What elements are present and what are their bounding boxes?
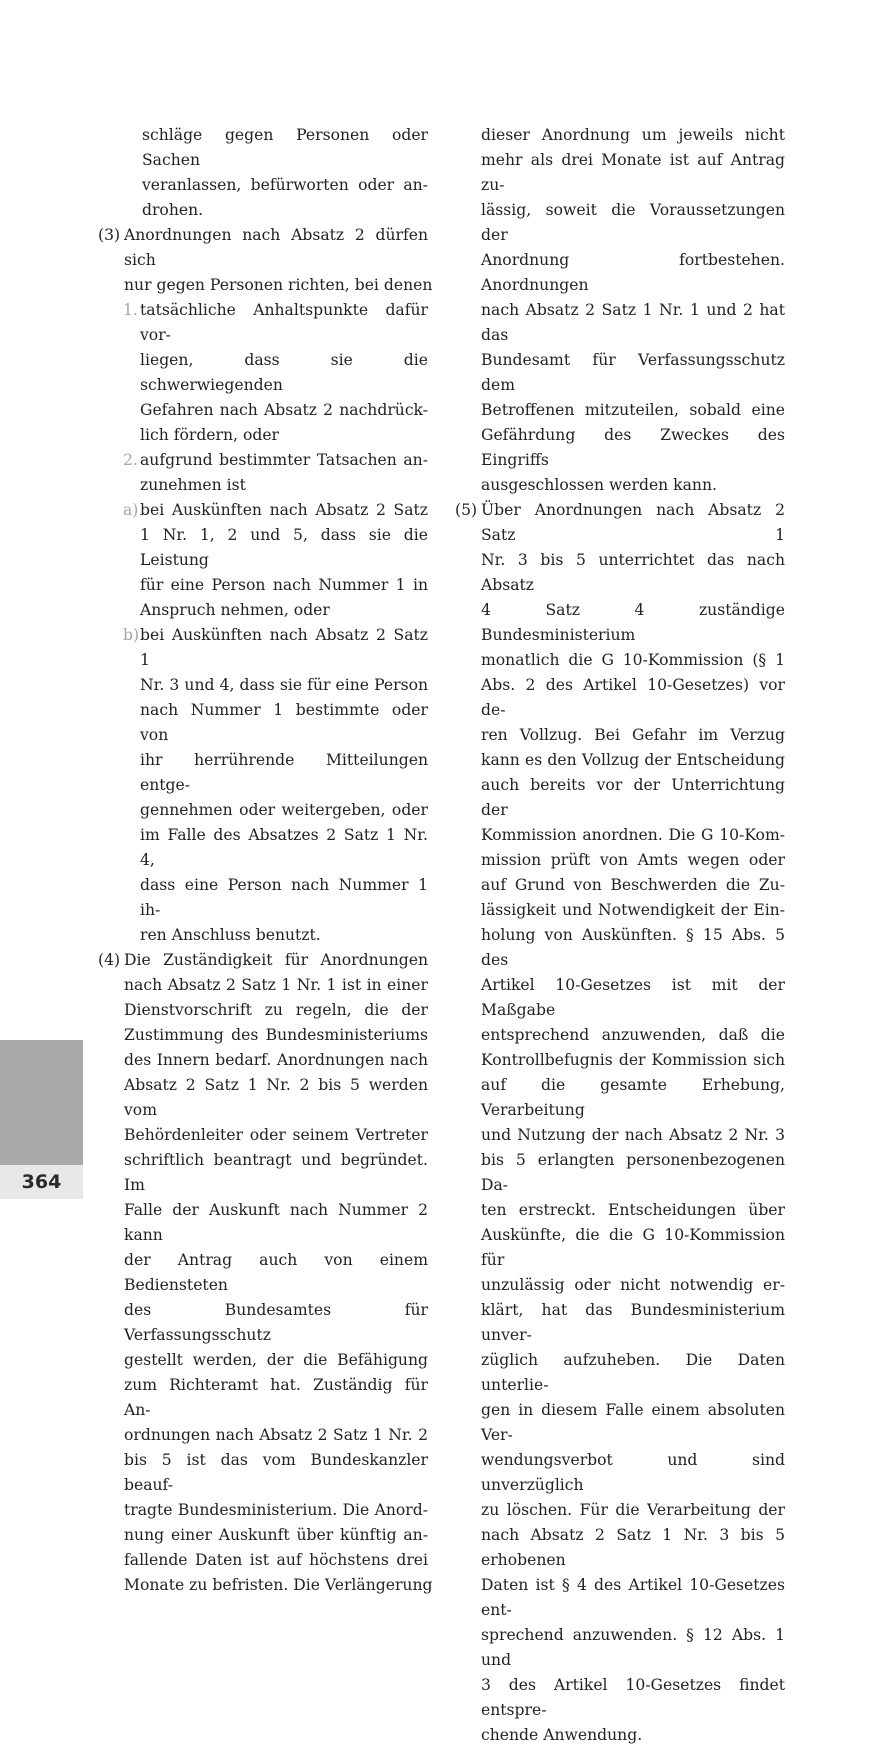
text-line: veranlassen, befürworten oder an- [142, 176, 428, 194]
text-line: wendungsverbot und sind unverzüglich [481, 1451, 785, 1494]
list-item-1-marker: 1. [123, 301, 138, 319]
list-item-2 [98, 448, 428, 498]
text-line: kann es den Vollzug der Entscheidung [481, 751, 785, 769]
text-line: monatlich die G 10-Kommission (§ 1 [481, 651, 785, 669]
text-line: aufgrund bestimmter Tatsachen an- [140, 451, 428, 469]
paragraph-4-text [124, 948, 433, 1598]
text-line: Bundesamt für Verfassungsschutz dem [481, 351, 785, 394]
list-item-b-marker: b) [123, 626, 140, 644]
continuation-paragraph-left [98, 123, 428, 223]
text-line: bei Auskünften nach Absatz 2 Satz [140, 501, 428, 519]
text-line: Kommission anordnen. Die G 10-Kom- [481, 826, 785, 844]
text-line: Auskünfte, die die G 10-Kommission für [481, 1226, 785, 1269]
text-line: ordnungen nach Absatz 2 Satz 1 Nr. 2 [124, 1426, 428, 1444]
text-line: zum Richteramt hat. Zuständig für An- [124, 1376, 428, 1419]
text-line: Absatz 2 Satz 1 Nr. 2 bis 5 werden vom [124, 1076, 428, 1119]
text-line: auf die gesamte Erhebung, Verarbeitung [481, 1076, 785, 1119]
text-line: tatsächliche Anhaltspunkte dafür vor- [140, 301, 428, 344]
text-line: Nr. 3 und 4, dass sie für eine Person [140, 676, 428, 694]
list-item-2-text [140, 448, 428, 498]
list-item-a [98, 498, 428, 623]
text-line: auch bereits vor der Unterrichtung der [481, 776, 785, 819]
text-line: ihr herrührende Mitteilungen entge- [140, 751, 428, 794]
text-line: Betroffenen mitzuteilen, sobald eine [481, 401, 785, 419]
text-line: ren Anschluss benutzt. [140, 926, 321, 944]
list-item-a-marker: a) [123, 501, 139, 519]
text-line: holung von Auskünften. § 15 Abs. 5 des [481, 926, 785, 969]
text-line: zunehmen ist [140, 476, 246, 494]
text-line: Zustimmung des Bundesministeriums [124, 1026, 428, 1044]
text-line: des Innern bedarf. Anordnungen nach [124, 1051, 428, 1069]
text-line: Artikel 10-Gesetzes ist mit der Maßgabe [481, 976, 785, 1019]
text-line: Monate zu befristen. Die Verlängerung [124, 1576, 433, 1594]
text-line: klärt, hat das Bundesministerium unver- [481, 1301, 785, 1344]
text-line: nur gegen Personen richten, bei denen [124, 276, 433, 294]
text-line: der Antrag auch von einem Bediensteten [124, 1251, 428, 1294]
text-line: 4 Satz 4 zuständige Bundesministerium [481, 601, 785, 644]
text-line: Falle der Auskunft nach Nummer 2 kann [124, 1201, 428, 1244]
text-line: entsprechend anzuwenden, daß die [481, 1026, 785, 1044]
text-line: fallende Daten ist auf höchstens drei [124, 1551, 428, 1569]
text-line: lässig, soweit die Voraussetzungen der [481, 201, 785, 244]
text-line: gestellt werden, der die Befähigung [124, 1351, 428, 1369]
paragraph-5-text [481, 498, 785, 1748]
text-line: Gefahren nach Absatz 2 nachdrück- [140, 401, 428, 419]
text-line: ausgeschlossen werden kann. [481, 476, 717, 494]
paragraph-3-marker: (3) [98, 226, 121, 244]
text-line: mission prüft von Amts wegen oder [481, 851, 785, 869]
text-line: für eine Person nach Nummer 1 in [140, 576, 428, 594]
text-line: des Bundesamtes für Verfassungsschutz [124, 1301, 428, 1344]
list-item-b-text [140, 623, 428, 948]
paragraph-5 [455, 498, 785, 1748]
text-line: lässigkeit und Notwendigkeit der Ein- [481, 901, 785, 919]
list-item-b [98, 623, 428, 948]
text-line: Anordnung fortbestehen. Anordnungen [481, 251, 785, 294]
text-line: Gefährdung des Zweckes des Eingriffs [481, 426, 785, 469]
text-line: drohen. [142, 201, 204, 219]
text-line: nach Absatz 2 Satz 1 Nr. 3 bis 5 erhobenen [481, 1526, 785, 1569]
right-column [455, 123, 785, 1748]
text-line: gen in diesem Falle einem absoluten Ver- [481, 1401, 785, 1444]
text-line: dieser Anordnung um jeweils nicht [481, 126, 785, 144]
text-line: nach Absatz 2 Satz 1 Nr. 1 ist in einer [124, 976, 428, 994]
text-line: züglich aufzuheben. Die Daten unterlie- [481, 1351, 785, 1394]
text-line: Anspruch nehmen, oder [140, 601, 330, 619]
text-line: lich fördern, oder [140, 426, 279, 444]
text-line: nach Nummer 1 bestimmte oder von [140, 701, 428, 744]
continuation-paragraph-right [455, 123, 785, 498]
paragraph-5-marker: (5) [455, 501, 478, 519]
text-line: tragte Bundesministerium. Die Anord- [124, 1501, 428, 1519]
text-line: zu löschen. Für die Verarbeitung der [481, 1501, 785, 1519]
text-line: 1 Nr. 1, 2 und 5, dass sie die Leistung [140, 526, 428, 569]
paragraph-3 [98, 223, 433, 298]
list-item-a-text [140, 498, 428, 623]
text-line: im Falle des Absatzes 2 Satz 1 Nr. 4, [140, 826, 428, 869]
text-line: bei Auskünften nach Absatz 2 Satz 1 [140, 626, 428, 669]
text-line: nung einer Auskunft über künftig an- [124, 1526, 428, 1544]
paragraph-4-marker: (4) [98, 951, 121, 969]
left-column [98, 123, 433, 1598]
text-line: ten erstreckt. Entscheidungen über [481, 1201, 785, 1219]
text-line: schläge gegen Personen oder Sachen [142, 126, 428, 169]
page-number: 364 [0, 1165, 83, 1199]
list-item-1 [98, 298, 428, 448]
paragraph-3-text [124, 223, 433, 298]
text-line: gennehmen oder weitergeben, oder [140, 801, 428, 819]
text-line: Behördenleiter oder seinem Vertreter [124, 1126, 428, 1144]
list-item-2-marker: 2. [123, 451, 138, 469]
text-line: auf Grund von Beschwerden die Zu- [481, 876, 785, 894]
text-line: Nr. 3 bis 5 unterrichtet das nach Absatz [481, 551, 785, 594]
text-line: Über Anordnungen nach Absatz 2 Satz 1 [481, 501, 785, 544]
paragraph-4 [98, 948, 433, 1598]
text-line: Dienstvorschrift zu regeln, die der [124, 1001, 428, 1019]
text-line: Kontrollbefugnis der Kommission sich [481, 1051, 785, 1069]
text-line: schriftlich beantragt und begründet. Im [124, 1151, 428, 1194]
text-line: liegen, dass sie die schwerwiegenden [140, 351, 428, 394]
text-line: Die Zuständigkeit für Anordnungen [124, 951, 428, 969]
text-line: chende Anwendung. [481, 1726, 643, 1744]
text-line: 3 des Artikel 10-Gesetzes findet entspre- [481, 1676, 785, 1719]
text-line: sprechend anzuwenden. § 12 Abs. 1 und [481, 1626, 785, 1669]
text-line: mehr als drei Monate ist auf Antrag zu- [481, 151, 785, 194]
page-tab-block [0, 1040, 83, 1165]
text-line: Abs. 2 des Artikel 10-Gesetzes) vor de- [481, 676, 785, 719]
text-line: und Nutzung der nach Absatz 2 Nr. 3 [481, 1126, 785, 1144]
text-line: nach Absatz 2 Satz 1 Nr. 1 und 2 hat das [481, 301, 785, 344]
text-line: dass eine Person nach Nummer 1 ih- [140, 876, 428, 919]
text-line: Daten ist § 4 des Artikel 10-Gesetzes ent- [481, 1576, 785, 1619]
text-line: ren Vollzug. Bei Gefahr im Verzug [481, 726, 785, 744]
list-item-1-text [140, 298, 428, 448]
text-line: Anordnungen nach Absatz 2 dürfen sich [124, 226, 428, 269]
text-line: bis 5 erlangten personenbezogenen Da- [481, 1151, 785, 1194]
text-line: bis 5 ist das vom Bundeskanzler beauf- [124, 1451, 428, 1494]
text-line: unzulässig oder nicht notwendig er- [481, 1276, 785, 1294]
